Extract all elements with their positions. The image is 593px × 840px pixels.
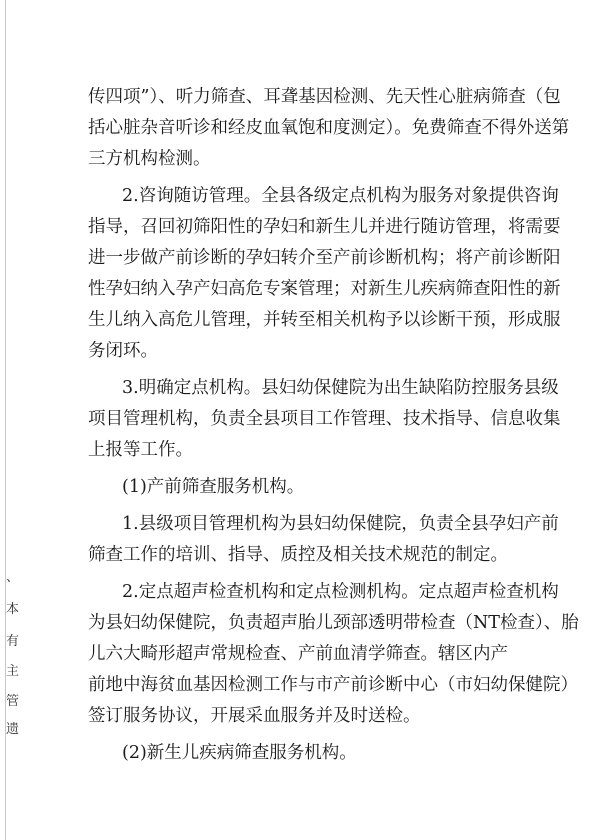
edge-char: 本	[6, 602, 20, 617]
edge-char: 主	[6, 664, 20, 679]
document-body	[88, 82, 579, 769]
body-line: 1.县级项目管理机构为县妇幼保健院，负责全县孕妇产前	[122, 514, 559, 534]
body-line: 为县妇幼保健院，负责超声胎儿颈部透明带检查（NT检查）、胎	[88, 613, 579, 633]
body-line: 2.定点超声检查机构和定点检测机构。定点超声检查机构	[122, 582, 559, 602]
body-line: 前地中海贫血基因检测工作与市产前诊断中心（市妇幼保健院）	[88, 675, 578, 695]
body-line: 指导，召回初筛阳性的孕妇和新生儿并进行随访管理，将需要	[88, 217, 561, 237]
body-line: 上报等工作。	[88, 440, 193, 460]
section-heading-prenatal-screening: (1)产前筛查服务机构。	[122, 477, 305, 497]
scan-edge	[0, 0, 28, 840]
body-line: 筛查工作的培训、指导、质控及相关技术规范的制定。	[88, 545, 508, 565]
body-line: 括心脏杂音听诊和经皮血氧饱和度测定）。免费筛查不得外送第	[88, 118, 570, 138]
body-line: 儿六大畸形超声常规检查、产前血清学筛查。辖区内产	[88, 644, 508, 664]
body-line: 务闭环。	[88, 341, 158, 361]
scan-edge-line	[5, 0, 6, 840]
edge-char: 遗	[6, 722, 20, 737]
body-line: 进一步做产前诊断的孕妇转介至产前诊断机构；将产前诊断阳	[88, 248, 561, 268]
body-line: 生儿纳入高危儿管理，并转至相关机构予以诊断干预，形成服	[88, 310, 561, 330]
body-line: 传四项”）、听力筛查、耳聋基因检测、先天性心脏病筛查（包	[88, 87, 561, 107]
paragraph-heading-consultation: 2.咨询随访管理。全县各级定点机构为服务对象提供咨询	[122, 186, 559, 206]
body-line: 性孕妇纳入孕产妇高危专案管理；对新生儿疾病筛查阳性的新	[88, 279, 561, 299]
edge-char: 有	[6, 634, 20, 649]
body-line: 项目管理机构，负责全县项目工作管理、技术指导、信息收集	[88, 409, 561, 429]
edge-char: 、	[6, 570, 20, 585]
body-line: 三方机构检测。	[88, 149, 211, 169]
section-heading-newborn-screening: (2)新生儿疾病筛查服务机构。	[122, 743, 357, 763]
edge-char: 管	[6, 694, 20, 709]
body-line: 签订服务协议，开展采血服务并及时送检。	[88, 706, 421, 726]
paragraph-heading-institutions: 3.明确定点机构。县妇幼保健院为出生缺陷防控服务县级	[122, 378, 559, 398]
